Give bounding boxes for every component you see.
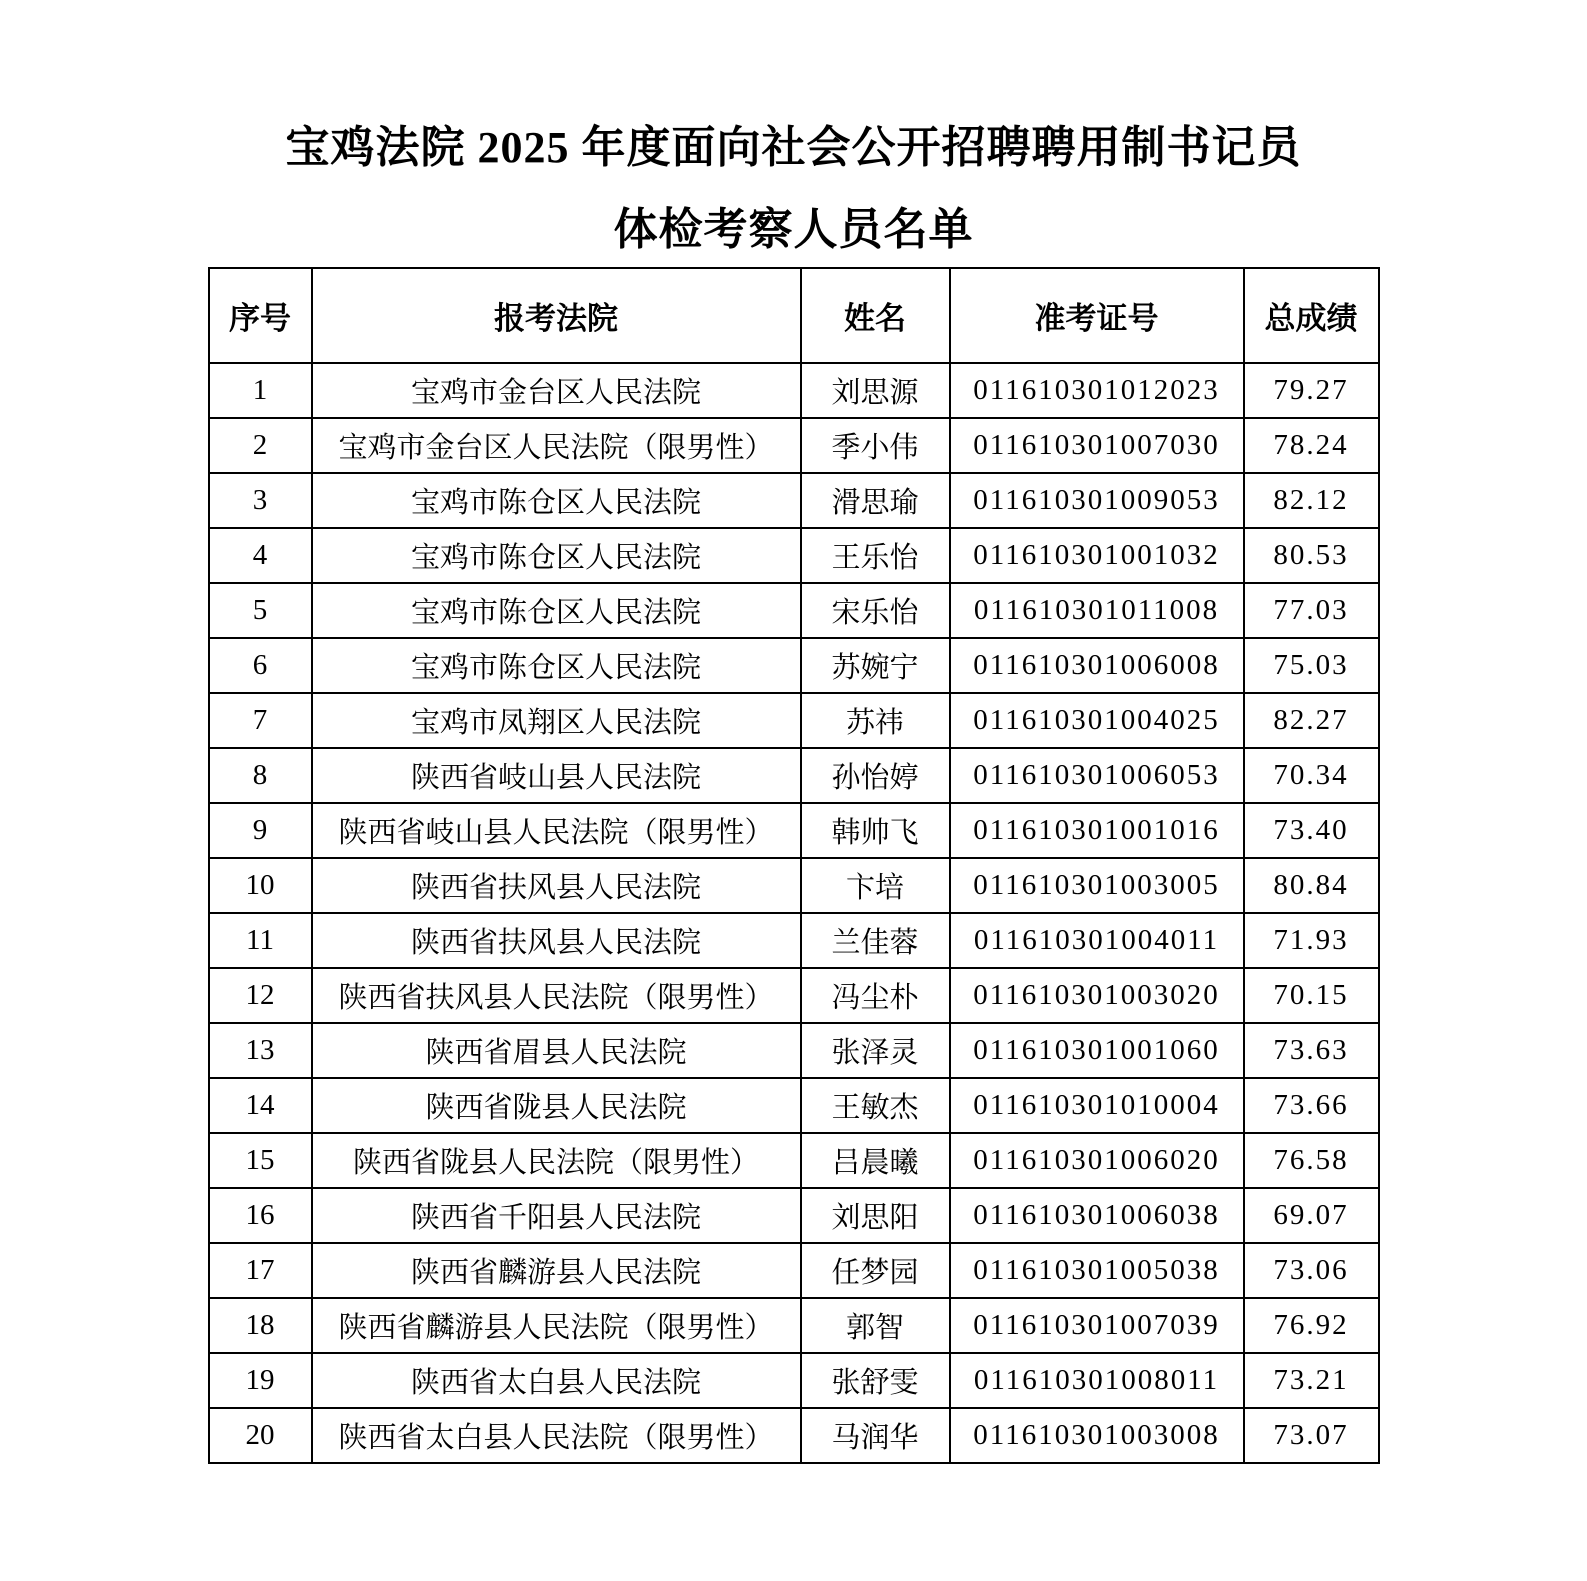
document-title-line1: 宝鸡法院 2025 年度面向社会公开招聘聘用制书记员 [285,123,1302,172]
cell-ticket-no: 011610301004011 [950,913,1244,968]
cell-score: 79.27 [1244,363,1379,418]
table-row [209,1408,1379,1463]
cell-score: 73.06 [1244,1243,1379,1298]
cell-no: 12 [209,968,312,1023]
cell-court: 宝鸡市金台区人民法院 [312,363,801,418]
table-row [209,1023,1379,1078]
table-body [209,363,1379,1463]
cell-name: 马润华 [801,1408,950,1463]
cell-court: 宝鸡市陈仓区人民法院 [312,528,801,583]
cell-score: 73.40 [1244,803,1379,858]
cell-score: 76.92 [1244,1298,1379,1353]
table-row [209,583,1379,638]
cell-name: 卞培 [801,858,950,913]
cell-ticket-no: 011610301005038 [950,1243,1244,1298]
cell-no: 4 [209,528,312,583]
cell-name: 任梦园 [801,1243,950,1298]
table-row [209,913,1379,968]
cell-no: 2 [209,418,312,473]
cell-court: 宝鸡市陈仓区人民法院 [312,583,801,638]
cell-ticket-no: 011610301011008 [950,583,1244,638]
header-cell-score: 总成绩 [1244,268,1379,363]
cell-name: 王敏杰 [801,1078,950,1133]
cell-ticket-no: 011610301004025 [950,693,1244,748]
cell-ticket-no: 011610301003005 [950,858,1244,913]
cell-court: 陕西省太白县人民法院 [312,1353,801,1408]
cell-ticket-no: 011610301006038 [950,1188,1244,1243]
cell-score: 77.03 [1244,583,1379,638]
cell-score: 82.27 [1244,693,1379,748]
cell-ticket-no: 011610301006008 [950,638,1244,693]
header-cell-no: 序号 [209,268,312,363]
cell-court: 陕西省扶风县人民法院（限男性） [312,968,801,1023]
cell-score: 73.63 [1244,1023,1379,1078]
cell-no: 6 [209,638,312,693]
table-row [209,803,1379,858]
table-row [209,693,1379,748]
cell-name: 张舒雯 [801,1353,950,1408]
cell-name: 吕晨曦 [801,1133,950,1188]
table-row [209,418,1379,473]
cell-score: 69.07 [1244,1188,1379,1243]
cell-name: 滑思瑜 [801,473,950,528]
cell-name: 孙怡婷 [801,748,950,803]
cell-name: 刘思源 [801,363,950,418]
cell-no: 10 [209,858,312,913]
header-cell-court: 报考法院 [312,268,801,363]
cell-ticket-no: 011610301008011 [950,1353,1244,1408]
table-header-row [209,268,1379,363]
header-cell-name: 姓名 [801,268,950,363]
cell-no: 13 [209,1023,312,1078]
cell-no: 14 [209,1078,312,1133]
cell-court: 宝鸡市陈仓区人民法院 [312,638,801,693]
cell-name: 张泽灵 [801,1023,950,1078]
cell-name: 兰佳蓉 [801,913,950,968]
table-row [209,363,1379,418]
table-row [209,1298,1379,1353]
table-row [209,1078,1379,1133]
table-row [209,638,1379,693]
cell-no: 20 [209,1408,312,1463]
cell-score: 70.34 [1244,748,1379,803]
table-row [209,1133,1379,1188]
cell-score: 78.24 [1244,418,1379,473]
cell-score: 82.12 [1244,473,1379,528]
table-row [209,748,1379,803]
document-title-line2: 体检考察人员名单 [613,205,974,255]
cell-court: 陕西省太白县人民法院（限男性） [312,1408,801,1463]
table-row [209,1188,1379,1243]
cell-name: 季小伟 [801,418,950,473]
cell-score: 80.84 [1244,858,1379,913]
cell-ticket-no: 011610301001016 [950,803,1244,858]
cell-ticket-no: 011610301010004 [950,1078,1244,1133]
cell-ticket-no: 011610301007039 [950,1298,1244,1353]
cell-court: 陕西省扶风县人民法院 [312,858,801,913]
cell-ticket-no: 011610301007030 [950,418,1244,473]
cell-name: 刘思阳 [801,1188,950,1243]
cell-no: 7 [209,693,312,748]
cell-score: 71.93 [1244,913,1379,968]
cell-no: 18 [209,1298,312,1353]
cell-court: 陕西省陇县人民法院（限男性） [312,1133,801,1188]
cell-ticket-no: 011610301001032 [950,528,1244,583]
cell-score: 73.07 [1244,1408,1379,1463]
cell-name: 王乐怡 [801,528,950,583]
table-row [209,968,1379,1023]
cell-ticket-no: 011610301006020 [950,1133,1244,1188]
cell-score: 70.15 [1244,968,1379,1023]
cell-court: 宝鸡市凤翔区人民法院 [312,693,801,748]
cell-court: 陕西省岐山县人民法院 [312,748,801,803]
cell-score: 76.58 [1244,1133,1379,1188]
cell-court: 陕西省岐山县人民法院（限男性） [312,803,801,858]
cell-court: 陕西省眉县人民法院 [312,1023,801,1078]
cell-court: 宝鸡市陈仓区人民法院 [312,473,801,528]
cell-no: 5 [209,583,312,638]
table-row [209,473,1379,528]
cell-court: 宝鸡市金台区人民法院（限男性） [312,418,801,473]
cell-court: 陕西省陇县人民法院 [312,1078,801,1133]
cell-no: 11 [209,913,312,968]
cell-court: 陕西省麟游县人民法院（限男性） [312,1298,801,1353]
cell-court: 陕西省麟游县人民法院 [312,1243,801,1298]
cell-no: 1 [209,363,312,418]
cell-ticket-no: 011610301003008 [950,1408,1244,1463]
cell-no: 9 [209,803,312,858]
cell-name: 郭智 [801,1298,950,1353]
cell-score: 73.66 [1244,1078,1379,1133]
cell-no: 3 [209,473,312,528]
cell-no: 8 [209,748,312,803]
cell-name: 韩帅飞 [801,803,950,858]
table-row [209,1243,1379,1298]
candidate-roster-table [208,267,1380,1464]
cell-ticket-no: 011610301009053 [950,473,1244,528]
cell-ticket-no: 011610301003020 [950,968,1244,1023]
cell-ticket-no: 011610301001060 [950,1023,1244,1078]
cell-score: 80.53 [1244,528,1379,583]
header-cell-ticket-no: 准考证号 [950,268,1244,363]
cell-score: 73.21 [1244,1353,1379,1408]
cell-score: 75.03 [1244,638,1379,693]
cell-no: 15 [209,1133,312,1188]
cell-name: 冯尘朴 [801,968,950,1023]
table-row [209,528,1379,583]
table-row [209,858,1379,913]
table-row [209,1353,1379,1408]
cell-court: 陕西省千阳县人民法院 [312,1188,801,1243]
cell-no: 19 [209,1353,312,1408]
cell-name: 苏祎 [801,693,950,748]
cell-no: 17 [209,1243,312,1298]
cell-court: 陕西省扶风县人民法院 [312,913,801,968]
cell-ticket-no: 011610301012023 [950,363,1244,418]
cell-name: 苏婉宁 [801,638,950,693]
cell-ticket-no: 011610301006053 [950,748,1244,803]
cell-name: 宋乐怡 [801,583,950,638]
cell-no: 16 [209,1188,312,1243]
